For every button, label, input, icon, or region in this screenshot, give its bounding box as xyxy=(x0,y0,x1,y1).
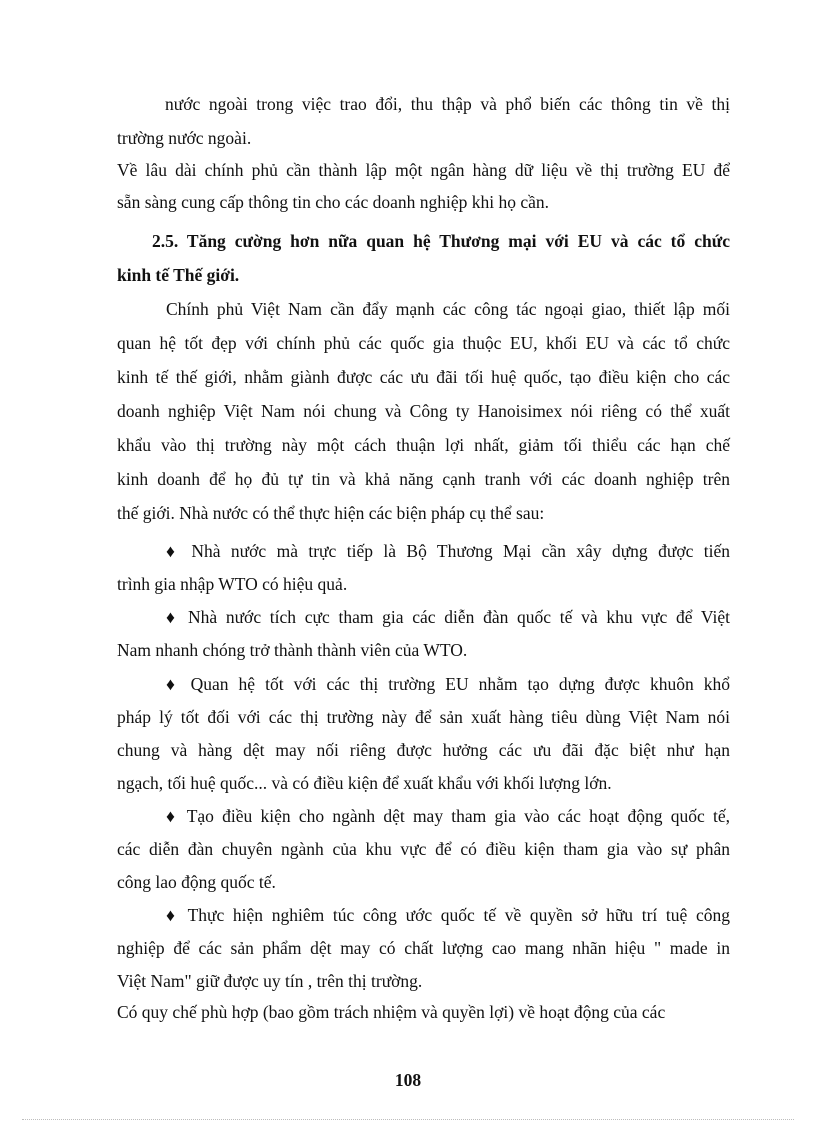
text-line: Về lâu dài chính phủ cần thành lập một ngân hàng dữ liệu về thị trường EU để xyxy=(117,160,730,180)
text-line: doanh nghiệp Việt Nam nói chung và Công ty Hanoisimex nói riêng có thể xuất xyxy=(117,401,730,421)
page-number: 108 xyxy=(394,1070,422,1090)
page-bottom-divider xyxy=(22,1119,794,1120)
bullet-item: ♦ Tạo điều kiện cho ngành dệt may tham gia vào các hoạt động quốc tế, xyxy=(166,806,730,826)
text-line: nghiệp để các sản phẩm dệt may có chất lượng cao mang nhãn hiệu " made in xyxy=(117,938,730,958)
text-line: ngạch, tối huệ quốc... và có điều kiện để xuất khẩu với khối lượng lớn. xyxy=(117,773,612,793)
text-line: khẩu vào thị trường này một cách thuận lợi nhất, giảm tối thiểu các hạn chế xyxy=(117,435,730,455)
text-line: Có quy chế phù hợp (bao gồm trách nhiệm và quyền lợi) về hoạt động của các xyxy=(117,1002,666,1022)
bullet-item: ♦ Nhà nước tích cực tham gia các diễn đàn quốc tế và khu vực để Việt xyxy=(166,607,730,627)
text-line: Việt Nam" giữ được uy tín , trên thị trường. xyxy=(117,971,423,991)
text-line: công lao động quốc tế. xyxy=(117,872,276,892)
section-heading: 2.5. Tăng cường hơn nữa quan hệ Thương mại với EU và các tổ chức xyxy=(152,231,730,251)
section-heading-continued: kinh tế Thế giới. xyxy=(117,265,240,285)
bullet-item: ♦ Nhà nước mà trực tiếp là Bộ Thương Mại cần xây dựng được tiến xyxy=(166,541,730,561)
text-line: kinh tế thế giới, nhằm giành được các ưu đãi tối huệ quốc, tạo điều kiện cho các xyxy=(117,367,730,387)
text-line: các diễn đàn chuyên ngành của khu vực để có điều kiện tham gia vào sự phân xyxy=(117,839,730,859)
text-line: trường nước ngoài. xyxy=(117,128,252,148)
text-line: sẵn sàng cung cấp thông tin cho các doanh nghiệp khi họ cần. xyxy=(117,192,550,212)
text-line: quan hệ tốt đẹp với chính phủ các quốc gia thuộc EU, khối EU và các tổ chức xyxy=(117,333,730,353)
text-line: thế giới. Nhà nước có thể thực hiện các biện pháp cụ thể sau: xyxy=(117,503,545,523)
text-line: Nam nhanh chóng trở thành thành viên của WTO. xyxy=(117,640,468,660)
bullet-item: ♦ Thực hiện nghiêm túc công ước quốc tế về quyền sở hữu trí tuệ công xyxy=(166,905,730,925)
text-line: trình gia nhập WTO có hiệu quả. xyxy=(117,574,348,594)
text-line: nước ngoài trong việc trao đổi, thu thập và phổ biến các thông tin về thị xyxy=(165,94,730,114)
text-line: kinh doanh để họ đủ tự tin và khả năng cạnh tranh với các doanh nghiệp trên xyxy=(117,469,730,489)
text-line: Chính phủ Việt Nam cần đẩy mạnh các công tác ngoại giao, thiết lập mối xyxy=(166,299,730,319)
text-line: chung và hàng dệt may nối riêng được hưởng các ưu đãi đặc biệt như hạn xyxy=(117,740,730,760)
text-line: pháp lý tốt đối với các thị trường này để sản xuất hàng tiêu dùng Việt Nam nói xyxy=(117,707,730,727)
bullet-item: ♦ Quan hệ tốt với các thị trường EU nhằm tạo dựng được khuôn khổ xyxy=(166,674,730,694)
